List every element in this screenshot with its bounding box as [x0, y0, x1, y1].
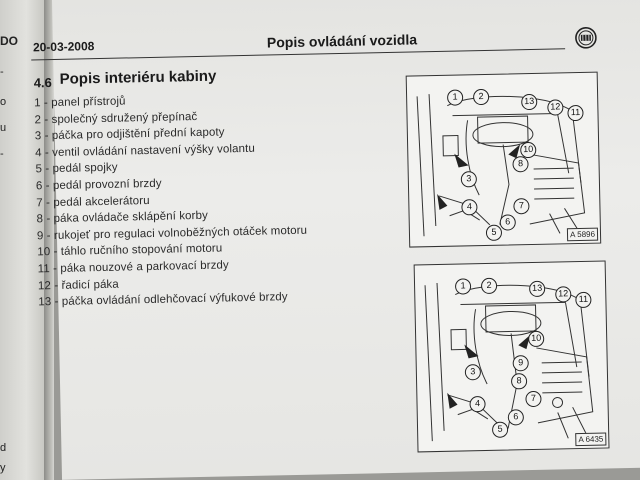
- callout-label: 8: [512, 156, 528, 172]
- callout-label: 2: [481, 278, 497, 294]
- list-item: 12 - řadicí páka: [37, 278, 119, 292]
- callout-label: 11: [575, 292, 591, 308]
- list-item: 6 - pedál provozní brzdy: [35, 177, 162, 193]
- list-item: 4 - ventil ovládání nastavení výšky volantu: [35, 142, 256, 160]
- section-number: 4.6: [33, 75, 52, 91]
- callout-label: 7: [513, 198, 529, 214]
- left-page-fragment: -: [0, 66, 4, 78]
- header-rule: [31, 48, 565, 60]
- list-item: 13 - páčka ovládání odlehčovací výfukové brzdy: [38, 291, 288, 309]
- left-page-fragment: DO: [0, 34, 18, 48]
- section-title: Popis interiéru kabiny: [59, 67, 217, 88]
- callout-label: 3: [461, 171, 477, 187]
- callout-label: 8: [511, 373, 527, 389]
- list-item: 7 - pedál akcelerátoru: [36, 194, 150, 209]
- brand-logo-icon: [575, 27, 597, 49]
- list-item: 3 - páčka pro odjištění přední kapoty: [34, 126, 225, 143]
- callout-label: 12: [555, 286, 571, 302]
- list-item: 9 - rukojeť pro regulaci volnoběžných otáček motoru: [36, 224, 308, 243]
- list-item: 11 - páka nouzové a parkovací brzdy: [37, 259, 229, 276]
- callout-label: 4: [461, 199, 477, 215]
- left-page-fragment: u: [0, 122, 7, 134]
- figure-code: A 5896: [567, 228, 598, 242]
- callout-label: 13: [529, 281, 545, 297]
- header-date: 20-03-2008: [32, 39, 95, 55]
- left-page-fragment: -: [0, 148, 4, 160]
- callout-label: 1: [455, 278, 471, 294]
- figure-code: A 6435: [575, 432, 606, 446]
- callout-label: 11: [567, 105, 583, 121]
- callout-label: 12: [547, 99, 563, 115]
- left-page-fragment: d: [0, 442, 7, 454]
- left-page-fragment: o: [0, 96, 7, 108]
- callout-label: 5: [492, 422, 508, 438]
- list-item: 8 - páka ovládače sklápění korby: [36, 209, 209, 226]
- manual-page: [32, 0, 640, 480]
- callout-label: 10: [528, 331, 544, 347]
- parts-list: [34, 90, 368, 313]
- callout-label: 6: [500, 214, 516, 230]
- callout-label: 13: [521, 94, 537, 110]
- list-item: 5 - pedál spojky: [35, 162, 118, 176]
- callout-label: 10: [520, 142, 536, 158]
- callout-label: 6: [508, 409, 524, 425]
- list-item: 10 - táhlo ručního stopování motoru: [37, 242, 223, 259]
- callout-label: 2: [473, 89, 489, 105]
- cabin-figure-top: [406, 72, 602, 248]
- callout-label: 3: [465, 364, 481, 380]
- header-title: Popis ovládání vozidla: [266, 31, 418, 51]
- callout-label: 4: [469, 396, 485, 412]
- left-page-fragment: y: [0, 462, 6, 474]
- cabin-figure-bottom: [414, 260, 610, 452]
- list-item: 1 - panel přístrojů: [34, 95, 126, 110]
- list-item: 2 - společný sdružený přepínač: [34, 110, 198, 126]
- callout-label: 7: [525, 391, 541, 407]
- callout-label: 1: [447, 89, 463, 105]
- callout-label: 5: [486, 225, 502, 241]
- callout-label: 9: [513, 355, 529, 371]
